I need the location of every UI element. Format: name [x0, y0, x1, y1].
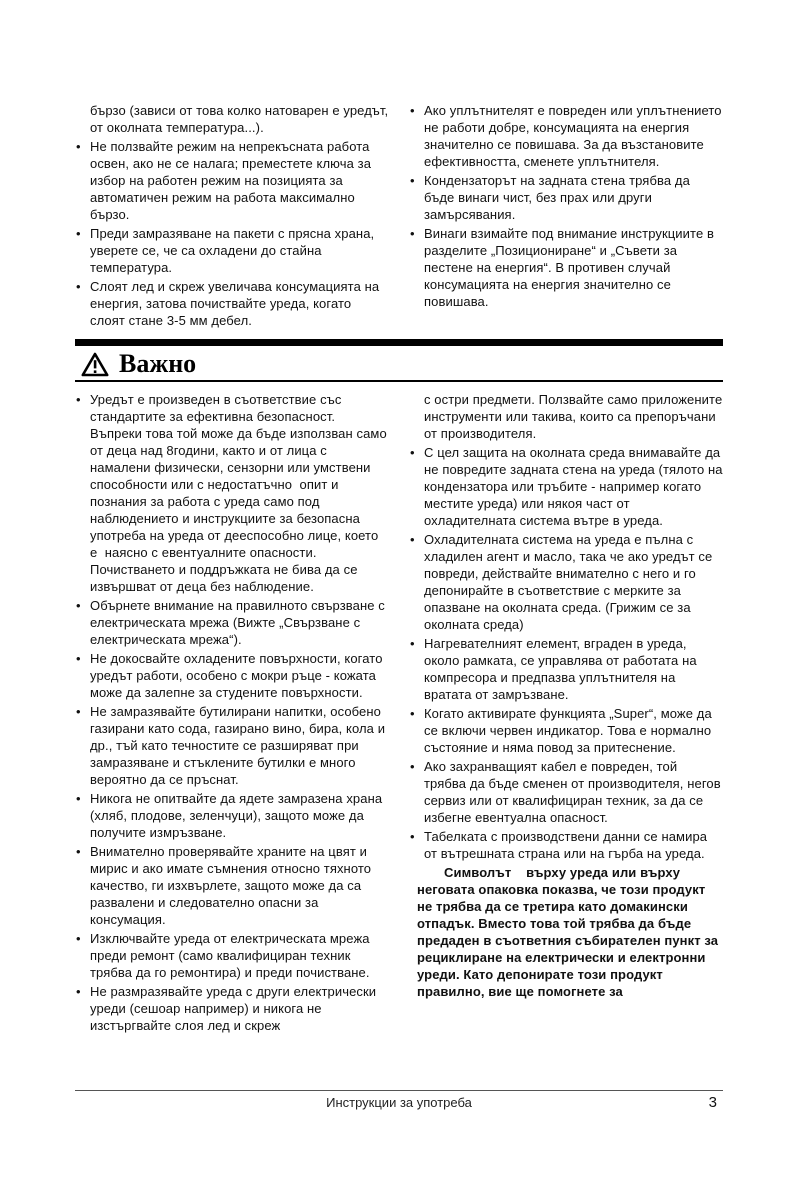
bullet-item	[75, 138, 389, 223]
bullet-item	[75, 278, 389, 329]
paragraph-text: Обърнете внимание на правилното свързване с електрическата мрежа (Вижте „Свързване с електрическата мрежа“).	[90, 598, 389, 647]
bullet-item	[75, 790, 389, 841]
paragraph-text: Кондензаторът на задната стена трябва да бъде винаги чист, без прах или други замърсявания.	[424, 173, 694, 222]
bullet-marker: •	[76, 844, 81, 859]
paragraph	[75, 102, 392, 136]
bullet-item	[75, 930, 389, 981]
paragraph-text: Слоят лед и скреж увеличава консумацията на енергия, затова почиствайте уреда, когато слоят стане 3-5 мм дебел.	[90, 279, 383, 328]
paragraph-text: Не замразявайте бутилирани напитки, особено газирани като сода, газирано вино, бира, кола и др., тъй като течностите се разширяват при замразяване и стъклените бутилки е много вероятно да се пръснат.	[90, 704, 389, 787]
bullet-marker: •	[76, 984, 81, 999]
bullet-marker: •	[76, 598, 81, 613]
paragraph-text: Никога не опитвайте да ядете замразена храна (хляб, плодове, зеленчуци), защото може да получите измръзване.	[90, 791, 386, 840]
important-section-body	[75, 391, 727, 1036]
bullet-marker: •	[410, 706, 415, 721]
page-footer	[75, 1090, 723, 1110]
bullet-marker: •	[76, 704, 81, 719]
section-divider-bar	[75, 339, 723, 346]
paragraph	[409, 391, 726, 442]
bullet-marker: •	[76, 931, 81, 946]
paragraph-text: Нагревателният елемент, вграден в уреда, около рамката, се управлява от работата на компресора и предпазва уплътнителя на вратата от замръзване.	[424, 636, 701, 702]
energy-tips-section	[75, 102, 726, 331]
paragraph-text: Преди замразяване на пакети с прясна храна, уверете се, че са охладени до стайна температура.	[90, 226, 378, 275]
heading-underline	[75, 380, 723, 382]
important-right-column	[409, 391, 727, 1036]
paragraph-text: Символът върху уреда или върху неговата опаковка показва, че този продукт не трябва да се третира като домакински отпадък. Вместо това той трябва да бъде предаден в съответния събирателен пункт за рециклиране на електрически и електронни уреди. Като депонирате този продукт правилно, вие ще помогнете за	[417, 865, 722, 999]
paragraph-text: Ако уплътнителят е повреден или уплътнението не работи добре, консумацията на енергия значително се повишава. За да възстановите ефективността, сменете уплътнителя.	[424, 103, 726, 169]
bullet-item	[409, 635, 723, 703]
bullet-marker: •	[76, 279, 81, 294]
paragraph	[409, 864, 723, 1000]
bullet-item	[409, 828, 723, 862]
bullet-item	[409, 225, 723, 310]
paragraph-text: Уредът е произведен в съответствие със стандартите за ефективна безопасност. Въпреки това той може да бъде използван само от деца над 8години, както и от лица с намалени физически, сензорни или умствени способности или с недостатъчно опит и познания за работа с уреда само под наблюдението и инструкциите за безопасна употреба на уреда от дееспособно лице, което е наясно с евентуалните опасности. Почистването и поддръжката не бива да се извършват от деца без наблюдение.	[90, 392, 391, 594]
important-section-heading	[75, 346, 723, 380]
bullet-item	[409, 172, 723, 223]
paragraph-text: Не размразявайте уреда с други електрически уреди (сешоар например) и никога не изстъргвайте слоя лед и скреж	[90, 984, 380, 1033]
bullet-marker: •	[410, 636, 415, 651]
bullet-marker: •	[410, 759, 415, 774]
paragraph-text: с остри предмети. Ползвайте само приложените инструменти или такива, които са препоръчани от производителя.	[424, 392, 726, 441]
bullet-item	[75, 983, 389, 1034]
bullet-item	[409, 102, 726, 170]
bullet-marker: •	[76, 651, 81, 666]
bullet-item	[409, 705, 723, 756]
top-right-column	[409, 102, 726, 331]
paragraph-text: С цел защита на околната среда внимавайте да не повредите задната стена на уреда (тялото на кондензатора или тръбите - например когато местите уреда) или някоя част от охладителната система вътре в уреда.	[424, 445, 727, 528]
bullet-marker: •	[410, 829, 415, 844]
bullet-marker: •	[76, 226, 81, 241]
top-left-column	[75, 102, 392, 331]
paragraph-text: Винаги взимайте под внимание инструкциите в разделите „Позициониране“ и „Съвети за пестене на енергия“. В противен случай консумацията на енергия значително се повишава.	[424, 226, 718, 309]
paragraph-text: Когато активирате функцията „Super“, може да се включи червен индикатор. Това е нормално състояние и няма повод за притеснение.	[424, 706, 716, 755]
paragraph-text: бързо (зависи от това колко натоварен е уредът, от околната температура...).	[90, 103, 392, 135]
bullet-item	[409, 758, 723, 826]
bullet-item	[75, 703, 389, 788]
paragraph-text: Изключвайте уреда от електрическата мрежа преди ремонт (само квалифициран техник трябва да го ремонтира) и преди почистване.	[90, 931, 374, 980]
bullet-item	[409, 531, 723, 633]
bullet-marker: •	[76, 791, 81, 806]
bullet-marker: •	[410, 445, 415, 460]
bullet-item	[75, 391, 389, 595]
bullet-marker: •	[76, 139, 81, 154]
bullet-item	[75, 650, 389, 701]
bullet-marker: •	[76, 392, 81, 407]
bullet-item	[409, 444, 727, 529]
bullet-marker: •	[410, 226, 415, 241]
bullet-item	[75, 597, 389, 648]
paragraph-text: Табелката с производствени данни се намира от вътрешната страна или на гърба на уреда.	[424, 829, 711, 861]
page-content	[75, 102, 727, 1036]
paragraph-text: Не докосвайте охладените повърхности, когато уредът работи, особено с мокри ръце - кожата може да залепне за студените повърхности.	[90, 651, 387, 700]
paragraph-text: Охладителната система на уреда е пълна с хладилен агент и масло, така че ако уредът се повреди, действайте внимателно с него и го депонирайте в съответствие с мерките за опазване на околната среда. (Грижим се за околната среда)	[424, 532, 716, 632]
warning-triangle-icon	[81, 352, 109, 377]
page-number: 3	[708, 1094, 717, 1111]
bullet-marker: •	[410, 103, 415, 118]
paragraph-text: Внимателно проверявайте храните на цвят и мирис и ако имате съмнения относно тяхното качество, ги изхвърлете, защото може да са развалени и следователно опасни за консумация.	[90, 844, 375, 927]
footer-title: Инструкции за употреба	[326, 1095, 472, 1110]
paragraph-text: Не ползвайте режим на непрекъсната работа освен, ако не се налага; преместете ключа за избор на работен режим на позицията за автоматичен режим на работа максимално бързо.	[90, 139, 375, 222]
bullet-marker: •	[410, 173, 415, 188]
important-section-title: Важно	[119, 348, 197, 378]
bullet-marker: •	[410, 532, 415, 547]
bullet-item	[75, 843, 389, 928]
important-left-column	[75, 391, 389, 1036]
paragraph-text: Ако захранващият кабел е повреден, той трябва да бъде сменен от производителя, негов сервиз или от квалифициран техник, за да се избегне евентуална опасност.	[424, 759, 725, 825]
bullet-item	[75, 225, 389, 276]
